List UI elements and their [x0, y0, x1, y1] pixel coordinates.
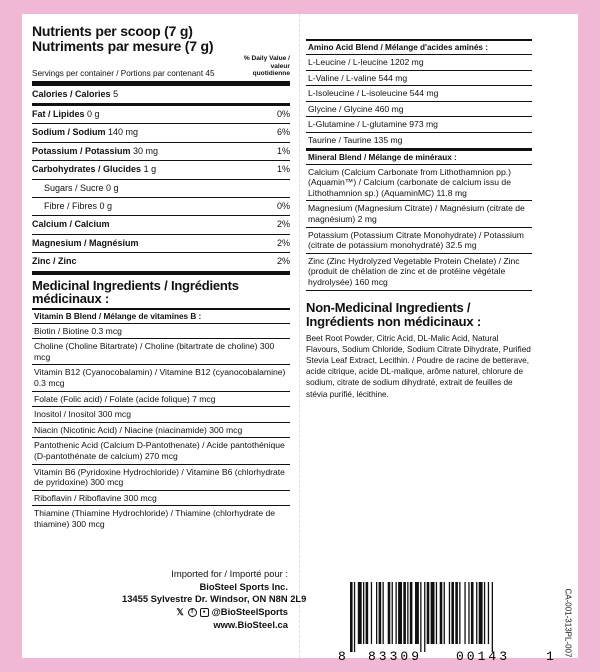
vitamin-b-items — [32, 324, 290, 532]
barcode — [338, 582, 556, 662]
mineral-item: Potassium (Potassium Citrate Monohydrate) / Potassium (citrate de potassium monohydraté) 32.5 mg — [306, 228, 532, 254]
instagram-icon: ● — [200, 608, 209, 617]
barcode-bar — [479, 582, 483, 644]
importer-block — [122, 568, 307, 631]
panel-divider — [299, 14, 300, 658]
amino-item: L-Glutamine / L-glutamine 973 mg — [306, 117, 532, 133]
barcode-bar — [358, 582, 362, 644]
barcode-bar — [388, 582, 391, 644]
nutrition-rows — [32, 86, 290, 272]
mineral-items — [306, 165, 532, 290]
barcode-bar — [379, 582, 382, 644]
nutrition-row — [32, 143, 290, 161]
barcode-digit-right: 1 — [546, 649, 554, 662]
nutrient-amount: 140 mg — [108, 127, 139, 138]
nutrition-title-en: Nutrients per scoop (7 g) — [32, 23, 193, 39]
amino-item: Taurine / Taurine 135 mg — [308, 134, 403, 145]
vitamin-b-blend-box — [32, 308, 290, 532]
nutrient-dv: 2% — [276, 219, 290, 230]
nutrition-row — [32, 253, 290, 271]
mineral-title: Mineral Blend / Mélange de minéraux : — [306, 151, 532, 165]
nutrient-label — [44, 180, 119, 197]
nutrient-name: Magnesium / Magnésium — [32, 237, 139, 248]
barcode-bar — [444, 582, 445, 644]
nutrient-dv: 1% — [276, 164, 290, 175]
nutrient-name: Fibre / Fibres — [44, 200, 98, 211]
barcode-bar — [363, 582, 364, 644]
barcode-bar — [431, 582, 435, 644]
facebook-icon: f — [188, 608, 197, 617]
nutrient-amount: 30 mg — [133, 145, 159, 156]
nutrient-dv: 0% — [276, 200, 290, 211]
barcode-bar — [376, 582, 377, 644]
nutrient-dv: 2% — [276, 256, 290, 267]
barcode-bar — [488, 582, 489, 644]
barcode-bar — [476, 582, 477, 644]
amino-item: Glycine / Glycine 460 mg — [306, 102, 532, 118]
medicinal-title: Medicinal Ingredients / Ingrédients médicinaux : — [32, 277, 239, 306]
nutrition-row — [32, 124, 290, 142]
vitamin-b-item: Pantothenic Acid (Calcium D-Pantothenate) / Acide pantothénique (D-pantothénate de calcium) 270 mcg — [32, 438, 290, 464]
barcode-bar — [455, 582, 458, 644]
barcode-bar — [424, 582, 425, 652]
barcode-bar — [449, 582, 450, 644]
nutrient-label — [44, 198, 112, 215]
barcode-bar — [436, 582, 437, 644]
barcode-group1: 83309 — [368, 649, 423, 662]
barcode-bar — [492, 582, 493, 652]
vitamin-b-item: Vitamin B12 (Cyanocobalamin) / Vitamine B12 (cyanocobalamine) 0.3 mcg — [32, 365, 290, 391]
label-panel — [22, 14, 578, 662]
amino-item: L-Valine / L-valine 544 mg — [306, 71, 532, 87]
nutrient-amount: 1 g — [143, 164, 157, 175]
nutrient-label — [32, 216, 110, 233]
importer-address: 13455 Sylvestre Dr. Windsor, ON N8N 2L9 — [122, 593, 307, 605]
nutrient-label — [32, 106, 100, 123]
nutrient-amount: 0 g — [87, 108, 100, 119]
vitamin-b-item: Choline (Choline Bitartrate) / Choline (bitartrate de choline) 300 mcg — [32, 339, 290, 365]
vitamin-b-item: Vitamin B6 (Pyridoxine Hydrochloride) / Vitamine B6 (chlorhydrate de pyridoxine) 300 mcg — [32, 465, 290, 491]
barcode-bar — [354, 582, 355, 652]
barcode-bar — [464, 582, 465, 644]
vitamin-b-item: Biotin / Biotine 0.3 mcg — [32, 324, 290, 340]
barcode-bar — [398, 582, 402, 644]
vitamin-b-item: Inositol / Inositol 300 mcg — [32, 407, 290, 423]
social-line — [162, 606, 288, 619]
lot-code-wrap — [562, 590, 574, 670]
nutrient-name: Calcium / Calcium — [32, 219, 110, 230]
barcode-bar — [451, 582, 454, 644]
nutrient-name: Sodium / Sodium — [32, 127, 106, 138]
nutrition-row — [32, 86, 290, 106]
barcode-digit-left: 8 — [338, 649, 346, 662]
barcode-bar — [410, 582, 413, 644]
amino-title: Amino Acid Blend / Mélange d'acides aminés : — [306, 41, 532, 55]
barcode-bars — [350, 582, 493, 652]
barcode-bar — [392, 582, 393, 644]
nutrient-name: Potassium / Potassium — [32, 145, 131, 156]
nutrient-name: Zinc / Zinc — [32, 256, 77, 267]
nutrition-row — [32, 106, 290, 124]
mineral-blend-box — [306, 149, 532, 291]
barcode-bar — [459, 582, 460, 644]
nutrition-row — [32, 216, 290, 234]
vitamin-b-item: Folate (Folic acid) / Folate (acide folique) 7 mcg — [32, 392, 290, 408]
nutrient-dv: 0% — [276, 108, 290, 119]
nutrient-name: Calories / Calories — [32, 88, 111, 99]
nutrition-row — [32, 198, 290, 216]
right-column — [306, 36, 532, 400]
nutrient-label — [32, 161, 156, 178]
barcode-bar — [484, 582, 485, 644]
lot-code: CA-001-313PL-007 — [563, 588, 573, 658]
nutrition-row — [32, 161, 290, 179]
barcode-bar — [371, 582, 372, 644]
vitamin-b-item: Riboflavin / Riboflavine 300 mcg — [32, 491, 290, 507]
social-handle: @BioSteelSports — [211, 605, 288, 617]
barcode-bar — [427, 582, 430, 644]
medium-rule — [32, 272, 290, 275]
nutrient-name: Fat / Lipides — [32, 108, 85, 119]
barcode-bar — [350, 582, 353, 652]
vitamin-b-blend-title: Vitamin B Blend / Mélange de vitamines B : — [32, 310, 290, 324]
nutrient-amount: 0 g — [106, 182, 119, 193]
nutrient-label — [32, 253, 77, 270]
nutrient-label — [32, 124, 138, 141]
barcode-bar — [440, 582, 443, 644]
servings-text: Servings per container / Portions par contenant 45 — [32, 68, 215, 78]
non-medicinal-text: Beet Root Powder, Citric Acid, DL-Malic Acid, Natural Flavours, Sodium Chloride, Sodium Citrate Dihydrate, Purified Stevia Leaf Extract, Lecithin. / Poudre de racine de betterave, acide citrique, acide DL-malique, arôme naturel, chlorure de sodium, citrate de sodium dihydraté, extrait de feuilles de stévia purifié, lécithine. — [306, 333, 531, 399]
nutrient-dv: 2% — [276, 237, 290, 248]
nutrient-name: Carbohydrates / Glucides — [32, 164, 142, 175]
barcode-bar — [396, 582, 397, 644]
nutrition-row — [32, 235, 290, 253]
amino-blend-box — [306, 39, 532, 149]
vitamin-b-item: Niacin (Nicotinic Acid) / Niacine (niacinamide) 300 mcg — [32, 423, 290, 439]
amino-item: L-Leucine / L-leucine 1202 mg — [306, 55, 532, 71]
nutrient-label — [32, 86, 118, 103]
amino-items — [306, 55, 532, 148]
nutrient-label — [32, 235, 139, 252]
website: www.BioSteel.ca — [213, 618, 288, 630]
barcode-bar — [366, 582, 369, 644]
daily-value-header: % Daily Value / valeur quotidienne — [243, 55, 290, 77]
nutrient-label — [32, 143, 158, 160]
barcode-bar — [415, 582, 419, 644]
importer-line1: Imported for / Importé pour : — [171, 568, 288, 579]
barcode-bar — [468, 582, 469, 644]
nutrient-name: Sugars / Sucre — [44, 182, 104, 193]
nutrition-title-fr: Nutriments par mesure (7 g) — [32, 38, 214, 54]
barcode-bar — [383, 582, 384, 644]
mineral-item: Magnesium (Magnesium Citrate) / Magnésium (citrate de magnésium) 2 mg — [306, 201, 532, 227]
nutrient-dv: 6% — [276, 127, 290, 138]
barcode-bar — [420, 582, 421, 652]
barcode-bar — [471, 582, 474, 644]
left-column — [32, 24, 290, 531]
barcode-bar — [403, 582, 406, 644]
x-icon: 𝕏 — [176, 606, 184, 617]
importer-company: BioSteel Sports Inc. — [199, 580, 288, 592]
barcode-group2: 00143 — [456, 649, 511, 662]
mineral-item: Zinc (Zinc Hydrolyzed Vegetable Protein Chelate) / Zinc (produit de chélation de zinc et de protéine végétale hydrolysée) 160 mcg — [308, 255, 520, 287]
nutrient-dv: 1% — [276, 145, 290, 156]
non-medicinal-title: Non-Medicinal Ingredients / Ingrédients non médicinaux : — [306, 299, 481, 329]
mineral-item: Calcium (Calcium Carbonate from Lithothamnion pp.) (Aquamin™) / Calcium (carbonate de calcium issu de Lithothamnion sp.) (AquaminMC) 11.8 mg — [306, 165, 532, 202]
vitamin-b-item: Thiamine (Thiamine Hydrochloride) / Thiamine (chlorhydrate de thiamine) 300 mcg — [34, 508, 276, 529]
nutrition-row — [32, 180, 290, 198]
amino-item: L-Isoleucine / L-isoleucine 544 mg — [306, 86, 532, 102]
barcode-bar — [407, 582, 408, 644]
servings-line — [32, 55, 290, 78]
nutrient-amount: 0 g — [99, 200, 113, 211]
nutrient-amount: 5 — [113, 88, 119, 99]
